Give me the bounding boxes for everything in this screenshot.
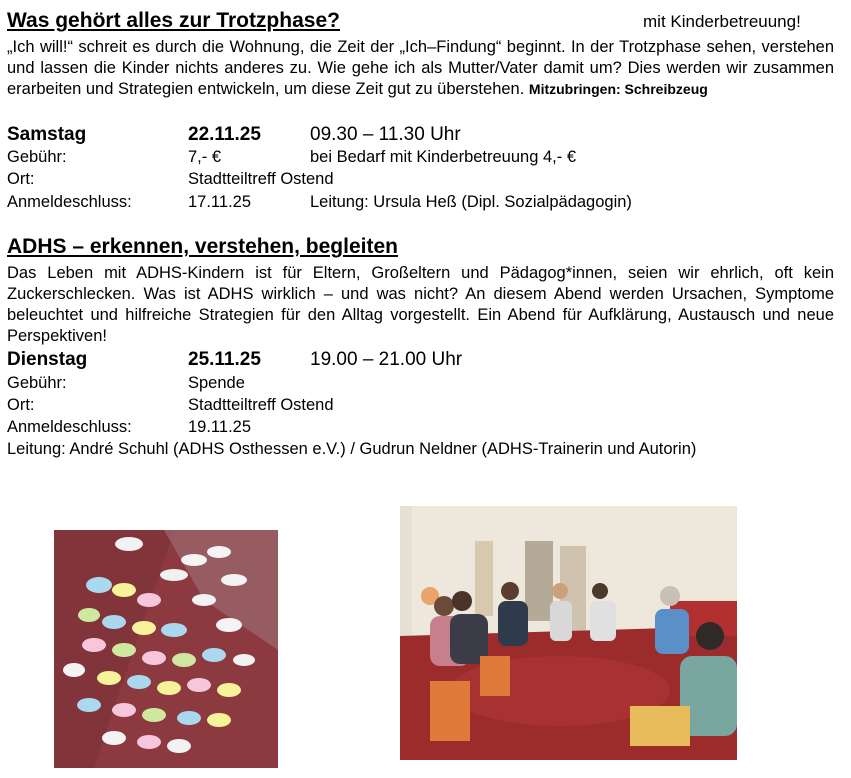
event1-deadline: 17.11.25 <box>188 193 252 211</box>
event2-place-label: Ort: <box>7 396 35 414</box>
event1-lead: Leitung: Ursula Heß (Dipl. Sozialpädagogin) <box>310 193 632 211</box>
event2-lead-row <box>7 438 847 460</box>
event1-deadline-label: Anmeldeschluss: <box>7 193 132 211</box>
event2-place-row <box>7 394 847 416</box>
event2-deadline-label: Anmeldeschluss: <box>7 418 132 436</box>
event1-fee-row <box>7 146 847 168</box>
event1-bring-along: Mitzubringen: Schreibzeug <box>528 81 708 97</box>
event2-lead: Leitung: André Schuhl (ADHS Osthessen e.V.) / Gudrun Neldner (ADHS-Trainerin und Autorin) <box>7 440 697 458</box>
event1-date: 22.11.25 <box>188 124 261 145</box>
event2-fee: Spende <box>188 374 245 392</box>
event1-deadline-row <box>7 191 847 213</box>
event2-fee-label: Gebühr: <box>7 374 67 392</box>
event2-date: 25.11.25 <box>188 349 261 370</box>
event1-place-label: Ort: <box>7 170 35 188</box>
group-illustration <box>400 506 737 760</box>
event2-fee-row <box>7 372 847 394</box>
event2-time: 19.00 – 21.00 Uhr <box>310 349 463 370</box>
event1-childcare-note: mit Kinderbetreuung! <box>643 12 801 31</box>
event1-place-row <box>7 168 847 190</box>
event2-place: Stadtteiltreff Ostend <box>188 396 334 414</box>
event2-description: Das Leben mit ADHS-Kindern ist für Eltern, Großeltern und Pädagog*innen, seien wir ehrlich, oft kein Zuckerschlecken. Was ist ADHS wirklich – und was nicht? An diesem Abend werden Ursachen, Symptome beleuchtet und hilfreiche Strategien für den Alltag vorgestellt. Ein Abend für Aufklärung, Austausch und neue Perspektiven! <box>7 264 834 345</box>
event2-deadline: 19.11.25 <box>188 418 252 436</box>
event1-date-row <box>7 124 847 146</box>
event1-title: Was gehört alles zur Trotzphase? <box>7 9 340 32</box>
event1-description <box>7 37 834 100</box>
event1-fee-label: Gebühr: <box>7 148 67 166</box>
event1-day: Samstag <box>7 124 87 145</box>
event1-place: Stadtteiltreff Ostend <box>188 170 334 188</box>
event2-day: Dienstag <box>7 349 88 370</box>
event1-fee-note: bei Bedarf mit Kinderbetreuung 4,- € <box>310 148 576 166</box>
event1-description-text: „Ich will!“ schreit es durch die Wohnung, die Zeit der „Ich–Findung“ beginnt. In der Trotzphase sehen, verstehen und lassen die Kinder nichts anderes zu. Wie gehe ich als Mutter/Vater damit um? Dies werden wir zusammen erarbeiten und Strategien entwickeln, um diese Zeit gut zu überstehen. <box>7 38 834 98</box>
event1-time: 09.30 – 11.30 Uhr <box>310 124 461 145</box>
photo-notes-on-carpet <box>54 530 278 768</box>
notes-illustration <box>54 530 278 768</box>
event2-deadline-row <box>7 416 847 438</box>
photo-group-meeting <box>400 506 737 760</box>
event1-fee: 7,- € <box>188 148 222 166</box>
event2-date-row <box>7 349 847 371</box>
event2-title: ADHS – erkennen, verstehen, begleiten <box>7 235 398 258</box>
